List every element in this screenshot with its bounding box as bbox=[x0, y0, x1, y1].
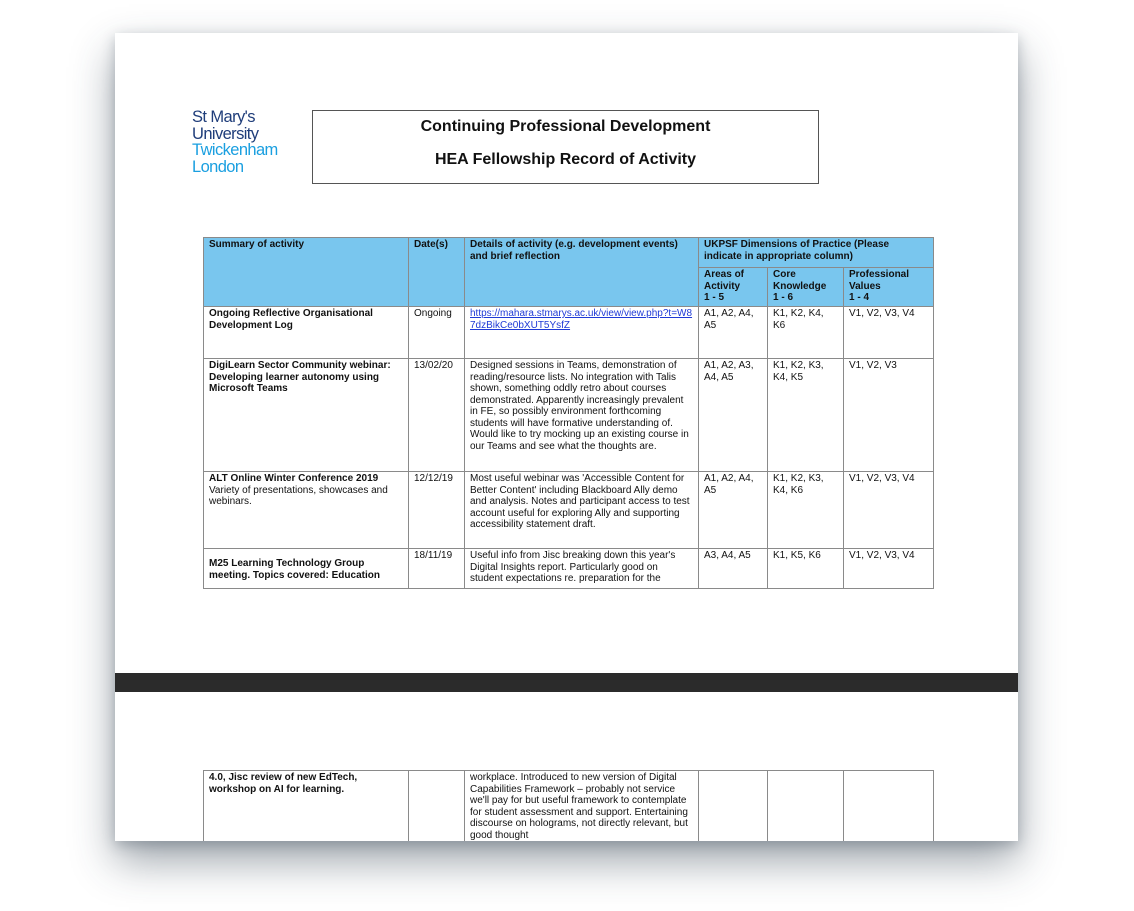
logo-line: University bbox=[192, 124, 259, 143]
university-logo bbox=[192, 109, 278, 175]
table-row bbox=[204, 472, 934, 549]
mahara-link[interactable]: https://mahara.stmarys.ac.uk/view/view.php?t=W87dzBikCe0bXUT5YsfZ bbox=[470, 308, 693, 331]
row-core: K1, K2, K3, K4, K5 bbox=[768, 359, 844, 472]
page-2 bbox=[115, 692, 1018, 841]
row-summary bbox=[204, 472, 409, 549]
page-separator bbox=[115, 673, 1018, 692]
table-row bbox=[204, 771, 934, 842]
row-summary: Ongoing Reflective Organisational Development Log bbox=[204, 307, 409, 359]
row-details bbox=[465, 307, 699, 359]
row-areas: A1, A2, A4, A5 bbox=[699, 472, 768, 549]
document-viewer bbox=[115, 33, 1018, 841]
header-dates: Date(s) bbox=[409, 238, 465, 307]
table-row bbox=[204, 549, 934, 589]
row-core bbox=[768, 771, 844, 842]
header-values: Professional Values 1 - 4 bbox=[844, 268, 934, 307]
activity-table-continued bbox=[203, 770, 934, 841]
row-date: Ongoing bbox=[409, 307, 465, 359]
row-core: K1, K2, K4, K6 bbox=[768, 307, 844, 359]
row-areas: A1, A2, A4, A5 bbox=[699, 307, 768, 359]
header-areas: Areas of Activity 1 - 5 bbox=[699, 268, 768, 307]
document-title: Continuing Professional Development bbox=[420, 118, 711, 135]
title-box bbox=[312, 110, 819, 184]
page-1 bbox=[115, 33, 1018, 673]
row-areas: A1, A2, A3, A4, A5 bbox=[699, 359, 768, 472]
logo-line: Twickenham bbox=[192, 141, 278, 159]
row-summary: 4.0, Jisc review of new EdTech, workshop on AI for learning. bbox=[204, 771, 409, 842]
table-row bbox=[204, 359, 934, 472]
row-core: K1, K2, K3, K4, K6 bbox=[768, 472, 844, 549]
row-date: 12/12/19 bbox=[409, 472, 465, 549]
row-summary-extra: Variety of presentations, showcases and webinars. bbox=[209, 484, 388, 507]
row-summary-title: ALT Online Winter Conference 2019 bbox=[209, 473, 379, 484]
row-values: V1, V2, V3, V4 bbox=[844, 472, 934, 549]
row-summary: M25 Learning Technology Group meeting. Topics covered: Education bbox=[204, 549, 409, 589]
row-areas: A3, A4, A5 bbox=[699, 549, 768, 589]
row-values: V1, V2, V3, V4 bbox=[844, 549, 934, 589]
logo-line: London bbox=[192, 157, 244, 176]
row-date: 13/02/20 bbox=[409, 359, 465, 472]
row-values: V1, V2, V3, V4 bbox=[844, 307, 934, 359]
logo-line: St Mary's bbox=[192, 108, 255, 126]
row-details: Designed sessions in Teams, demonstration of reading/resource lists. No integration with Talis shown, something oddly retro about courses demonstrated. Apparently increasingly prevalent in FE, so possibly environment forthcoming students will have formative understanding of. Would like to try mocking up an existing course in our Teams and see what the thoughts are. bbox=[465, 359, 699, 472]
row-values: V1, V2, V3 bbox=[844, 359, 934, 472]
activity-table bbox=[203, 237, 934, 589]
header-core: Core Knowledge 1 - 6 bbox=[768, 268, 844, 307]
header-summary: Summary of activity bbox=[204, 238, 409, 307]
document-subtitle: HEA Fellowship Record of Activity bbox=[434, 151, 697, 168]
table-row bbox=[204, 307, 934, 359]
header-details: Details of activity (e.g. development events) and brief reflection bbox=[465, 238, 699, 307]
row-summary: DigiLearn Sector Community webinar: Developing learner autonomy using Microsoft Teams bbox=[204, 359, 409, 472]
row-date: 18/11/19 bbox=[409, 549, 465, 589]
row-details: Useful info from Jisc breaking down this year's Digital Insights report. Particularly good on student expectations re. preparation for the bbox=[465, 549, 699, 589]
row-date bbox=[409, 771, 465, 842]
row-details: Most useful webinar was 'Accessible Content for Better Content' including Blackboard Ally demo and analysis. Notes and participant access to test account useful for exploring Ally and supporting accessibility statement draft. bbox=[465, 472, 699, 549]
row-areas bbox=[699, 771, 768, 842]
row-values bbox=[844, 771, 934, 842]
row-core: K1, K5, K6 bbox=[768, 549, 844, 589]
header-dimensions: UKPSF Dimensions of Practice (Please indicate in appropriate column) bbox=[699, 238, 934, 268]
row-details: workplace. Introduced to new version of Digital Capabilities Framework – probably not service we'll pay for but useful framework to contemplate for student assessment and support. Entertaining discourse on holograms, not directly relevant, but good thought bbox=[465, 771, 699, 842]
